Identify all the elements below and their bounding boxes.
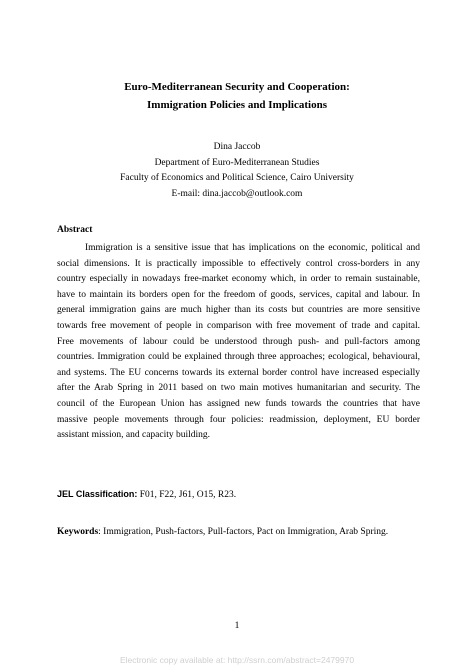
author-block [40, 140, 434, 202]
abstract-line: council of the European Union has assigned new funds towards the countries that have [57, 398, 420, 409]
jel-label: JEL Classification: [57, 489, 138, 499]
author-name: Dina Jaccob [213, 142, 261, 152]
abstract-line: and systems. The EU concerns towards its external border control have increased especially [57, 367, 420, 378]
author-email: E-mail: dina.jaccob@outlook.com [171, 188, 303, 199]
abstract-line: general immigration gains are much higher than its costs but countries are more sensitive [57, 305, 420, 316]
abstract-body [57, 241, 420, 444]
abstract-line: after the Arab Spring in 2011 based on two main motives humanitarian and security. The [57, 383, 420, 394]
abstract-heading: Abstract [57, 225, 93, 235]
abstract-line: towards free movement of people in comparison with free movement of trade and capital. [57, 320, 420, 331]
author-faculty: Faculty of Economics and Political Science, Cairo University [120, 173, 354, 183]
abstract-line: social dimensions. It is practically impossible to effectively control cross-borders in any [57, 258, 420, 269]
abstract-line: Immigration is a sensitive issue that has implications on the economic, political and [85, 243, 420, 253]
keywords-list: : Immigration, Push-factors, Pull-factors, Pact on Immigration, Arab Spring. [98, 527, 389, 537]
author-department: Department of Euro-Mediterranean Studies [154, 157, 320, 168]
paper-title-line-2: Immigration Policies and Implications [147, 99, 327, 111]
jel-classification [57, 489, 236, 500]
ssrn-footer: Electronic copy available at: http://ssrn.com/abstract=2479970 [119, 655, 355, 665]
abstract-line: Free movements of labour could be understood through push- and pull-factors among [57, 336, 420, 347]
page-number: 1 [234, 621, 240, 631]
keywords [57, 527, 388, 537]
abstract-line: country especially in nowadays free-market economy which, in order to remain sustainable, [57, 274, 420, 285]
abstract-line: massive people movements through four policies: readmission, deployment, EU border [57, 414, 420, 425]
jel-codes: F01, F22, J61, O15, R23. [137, 490, 237, 500]
keywords-label: Keywords [57, 527, 99, 537]
abstract-line: assistant mission, and capacity building. [57, 430, 211, 441]
abstract-line: countries. Immigration could be explained through three approaches; ecological, behavioural, [57, 352, 420, 363]
abstract-line: have to maintain its borders open for the freedom of goods, services, capital and labour. In [57, 289, 420, 300]
paper-title-line-1: Euro-Mediterranean Security and Cooperation: [124, 81, 350, 93]
